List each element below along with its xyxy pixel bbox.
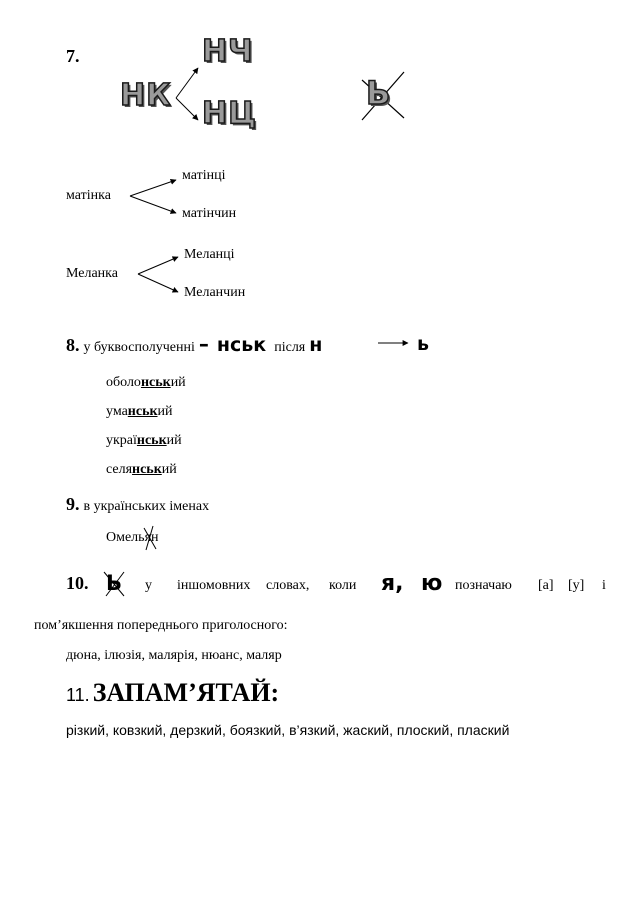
example-pre: ума (106, 404, 128, 419)
word-melanka: Меланка (66, 266, 118, 281)
example-post: ий (161, 462, 177, 477)
word-matintsi: матінці (182, 168, 226, 183)
nch-letters: НЧ (202, 34, 254, 69)
word-melanchyn: Меланчин (184, 285, 246, 300)
item-10-examples: дюна, ілюзія, малярія, нюанс, маляр (66, 648, 282, 663)
item-10-w6: [а] (538, 578, 554, 593)
arrow-matinka-top (130, 180, 176, 196)
item-9-text: в українських іменах (83, 499, 210, 514)
name-omelian (106, 530, 159, 546)
arrow-matinka-bottom (130, 196, 176, 213)
word-matinchyn: матінчин (182, 206, 237, 221)
item-10-w2: іншомовних (177, 578, 251, 593)
item-9-line (66, 494, 209, 515)
item-10-line2: пом’якшення попереднього приголосного: (34, 618, 288, 633)
item-8-line (66, 332, 322, 356)
example-obolonskyi (106, 375, 186, 391)
word-melantsi: Меланці (184, 247, 235, 262)
name-post: ян (144, 530, 159, 545)
item-10-w3: словах, (266, 578, 310, 593)
example-post: ий (170, 375, 186, 390)
letter-yu: ю (421, 571, 443, 596)
letter-soft-sign: ь (417, 333, 430, 355)
nk-letters: НК (120, 78, 172, 113)
letter-n: н (309, 334, 323, 356)
item-11-number: 11. (66, 685, 90, 705)
item-10-w5: позначаю (455, 578, 512, 593)
example-mid: нськ (136, 433, 167, 448)
item-11-line (66, 678, 279, 708)
word-matinka: матінка (66, 188, 111, 203)
name-crossed-letter: ь (138, 530, 145, 545)
item-8-after: після (274, 340, 306, 355)
nts-letters: НЦ (202, 96, 257, 131)
crossed-soft-sign: Ь (366, 74, 392, 112)
example-pre: оболо (106, 375, 141, 390)
remember-title: ЗАПАМ’ЯТАЙ: (92, 678, 280, 707)
item-10-number: 10. (66, 573, 89, 593)
cluster-nsk: нськ (216, 334, 267, 356)
arrow-nk-to-nts (176, 98, 198, 120)
item-9-number: 9. (66, 494, 80, 514)
arrow-melanka-bottom (138, 274, 178, 292)
letter-ya: я, (381, 571, 404, 596)
example-mid: нськ (140, 375, 171, 390)
item-10-soft-sign: Ь (106, 571, 123, 595)
item-8-number: 8. (66, 335, 80, 355)
example-pre: селя (106, 462, 133, 477)
item-10-w4: коли (329, 578, 357, 593)
example-post: ий (157, 404, 173, 419)
example-mid: нськ (127, 404, 158, 419)
item-7-number: 7. (66, 46, 80, 66)
example-pre: украї (106, 433, 137, 448)
remember-words: різкий, ковзкий, дерзкий, боязкий, в’язкий, жаский, плоский, плаский (66, 722, 510, 738)
example-selianskyi (106, 462, 177, 478)
arrow-melanka-top (138, 257, 178, 274)
arrow-nk-to-nch (176, 68, 198, 98)
item-8-dash: – (198, 332, 209, 356)
example-umanskyi (106, 404, 173, 420)
item-10-w8: і (602, 578, 606, 593)
item-10-w7: [у] (568, 578, 585, 593)
name-pre: Омел (106, 530, 139, 545)
item-8-text: у буквосполученні (83, 340, 195, 355)
item-10-w1: у (145, 578, 152, 593)
example-ukrainskyi (106, 433, 182, 449)
example-post: ий (166, 433, 182, 448)
example-mid: нськ (132, 462, 162, 477)
